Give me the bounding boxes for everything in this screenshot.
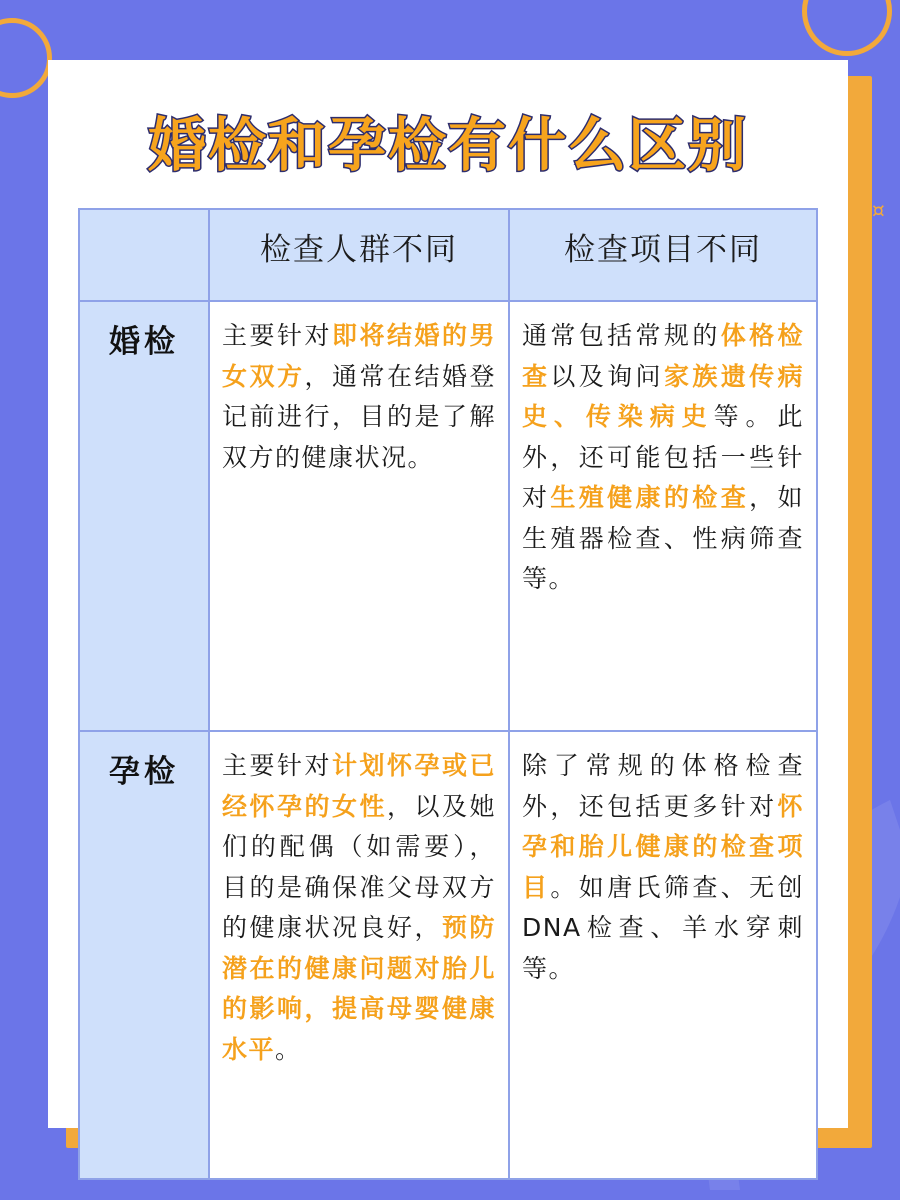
table-header-row — [79, 209, 817, 301]
table-header-people: 检查人群不同 — [209, 209, 509, 301]
highlighted-text: 怀孕和胎儿健康的检查项目 — [522, 791, 804, 902]
highlighted-text: 即将结婚的男女双方 — [222, 321, 496, 391]
body-text: 。如唐氏筛查、无创DNA检查、羊水穿刺等。 — [522, 872, 804, 983]
decorative-circle-top-left — [0, 18, 52, 98]
body-text: 通常包括常规的 — [522, 321, 721, 350]
row-label-marriage-checkup: 婚检 — [79, 301, 209, 731]
body-text: 等。此外，还可能包括一些针对 — [522, 402, 804, 512]
table-row — [79, 301, 817, 731]
highlighted-text: 计划怀孕或已经怀孕的女性 — [222, 751, 496, 821]
row-label-pregnancy-checkup: 孕检 — [79, 731, 209, 1179]
cell-marriage-people — [209, 301, 509, 731]
body-text: ，通常在结婚登记前进行，目的是了解双方的健康状况。 — [222, 361, 496, 472]
cell-marriage-items — [509, 301, 817, 731]
body-text: ，如生殖器检查、性病筛查等。 — [522, 483, 804, 593]
decorative-circle-top-right — [802, 0, 892, 56]
body-text: 主要针对 — [222, 751, 332, 780]
body-text: 主要针对 — [222, 321, 332, 350]
cell-pregnancy-people — [209, 731, 509, 1179]
highlighted-text: 预防潜在的健康问题对胎儿的影响，提高母婴健康水平 — [222, 913, 496, 1064]
body-text: ，以及她们的配偶（如需要），目的是确保准父母双方的健康状况良好， — [222, 791, 496, 942]
cell-pregnancy-items — [509, 731, 817, 1179]
table-corner-header — [79, 209, 209, 301]
body-text: 。 — [275, 1034, 302, 1064]
content-card — [48, 60, 848, 1128]
highlighted-text: 家族遗传病史、传染病史 — [522, 361, 804, 431]
table-row — [79, 731, 817, 1179]
body-text: 除了常规的体格检查外，还包括更多针对 — [522, 751, 804, 821]
highlighted-text: 生殖健康的检查 — [550, 483, 750, 512]
comparison-table — [78, 208, 818, 1180]
corner-mark-right-icon: ¤ — [872, 198, 885, 222]
table-header-items: 检查项目不同 — [509, 209, 817, 301]
body-text: 以及询问 — [550, 361, 664, 391]
highlighted-text: 体格检查 — [522, 321, 804, 391]
page-title: 婚检和孕检有什么区别 — [147, 111, 748, 179]
